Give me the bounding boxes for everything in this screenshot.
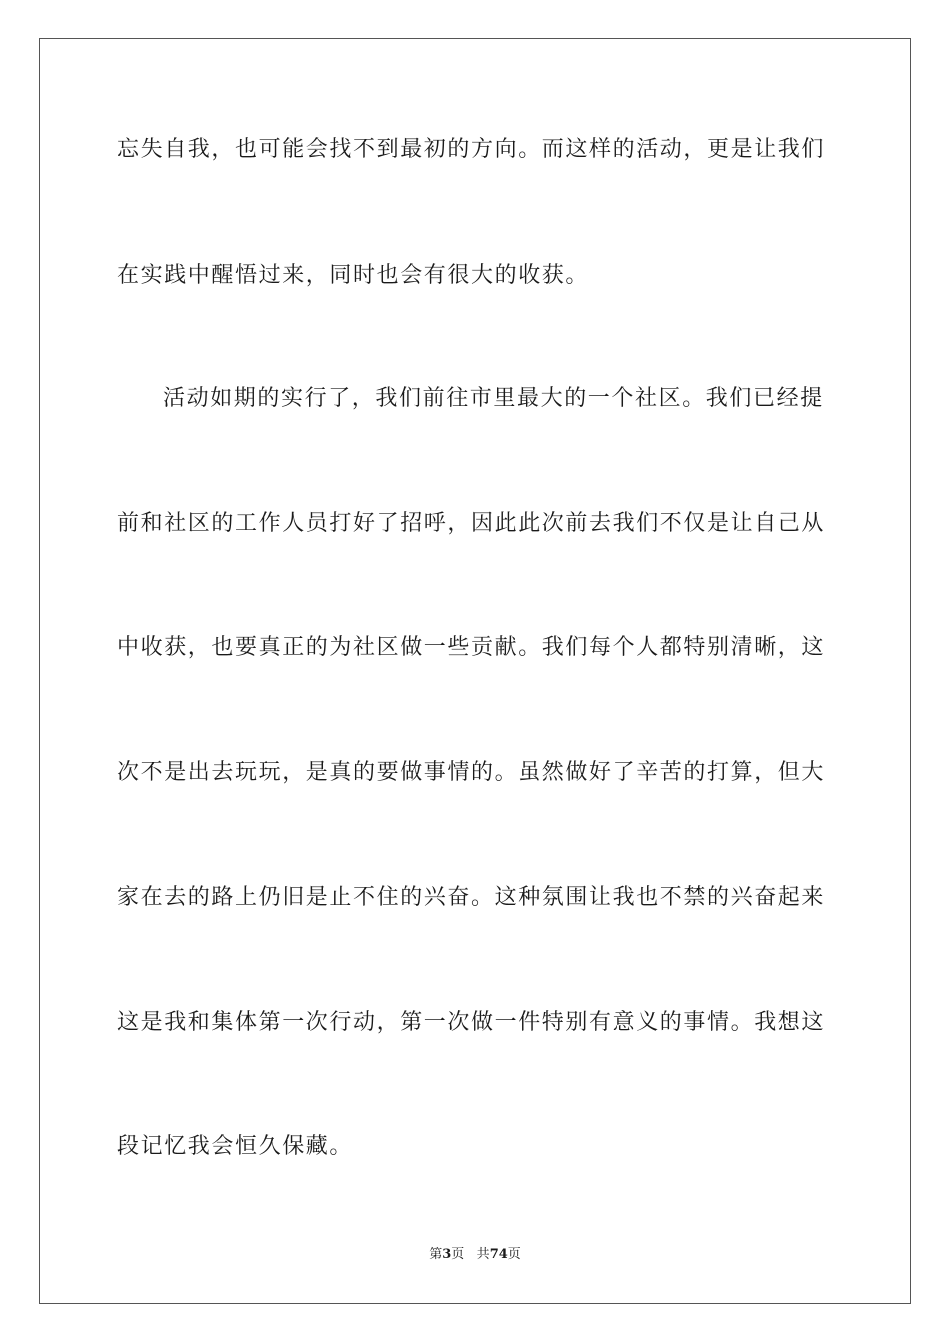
footer-total-suffix: 页: [507, 1247, 521, 1262]
footer-total-prefix: 共: [476, 1247, 490, 1262]
footer-page-prefix: 第: [429, 1247, 443, 1262]
page-border: [39, 38, 911, 1304]
body-line-7: 家在去的路上仍旧是止不住的兴奋。这种氛围让我也不禁的兴奋起来: [117, 885, 826, 910]
body-line-4: 前和社区的工作人员打好了招呼，因此此次前去我们不仅是让自己从: [117, 511, 826, 536]
body-line-2: 在实践中醒悟过来，同时也会有很大的收获。: [117, 263, 590, 288]
footer-page-suffix: 页: [451, 1247, 465, 1262]
body-line-9: 段记忆我会恒久保藏。: [117, 1134, 354, 1159]
body-line-3-paragraph-start: 活动如期的实行了，我们前往市里最大的一个社区。我们已经提: [163, 386, 824, 411]
page-footer: [0, 1246, 950, 1264]
body-line-8: 这是我和集体第一次行动，第一次做一件特别有意义的事情。我想这: [117, 1010, 826, 1035]
body-line-5: 中收获，也要真正的为社区做一些贡献。我们每个人都特别清晰，这: [117, 635, 826, 660]
body-line-1: 忘失自我，也可能会找不到最初的方向。而这样的活动，更是让我们: [117, 137, 826, 162]
footer-page-number: 3: [442, 1247, 452, 1262]
body-line-6: 次不是出去玩玩，是真的要做事情的。虽然做好了辛苦的打算，但大: [117, 760, 826, 785]
footer-total-pages: 74: [489, 1247, 508, 1262]
